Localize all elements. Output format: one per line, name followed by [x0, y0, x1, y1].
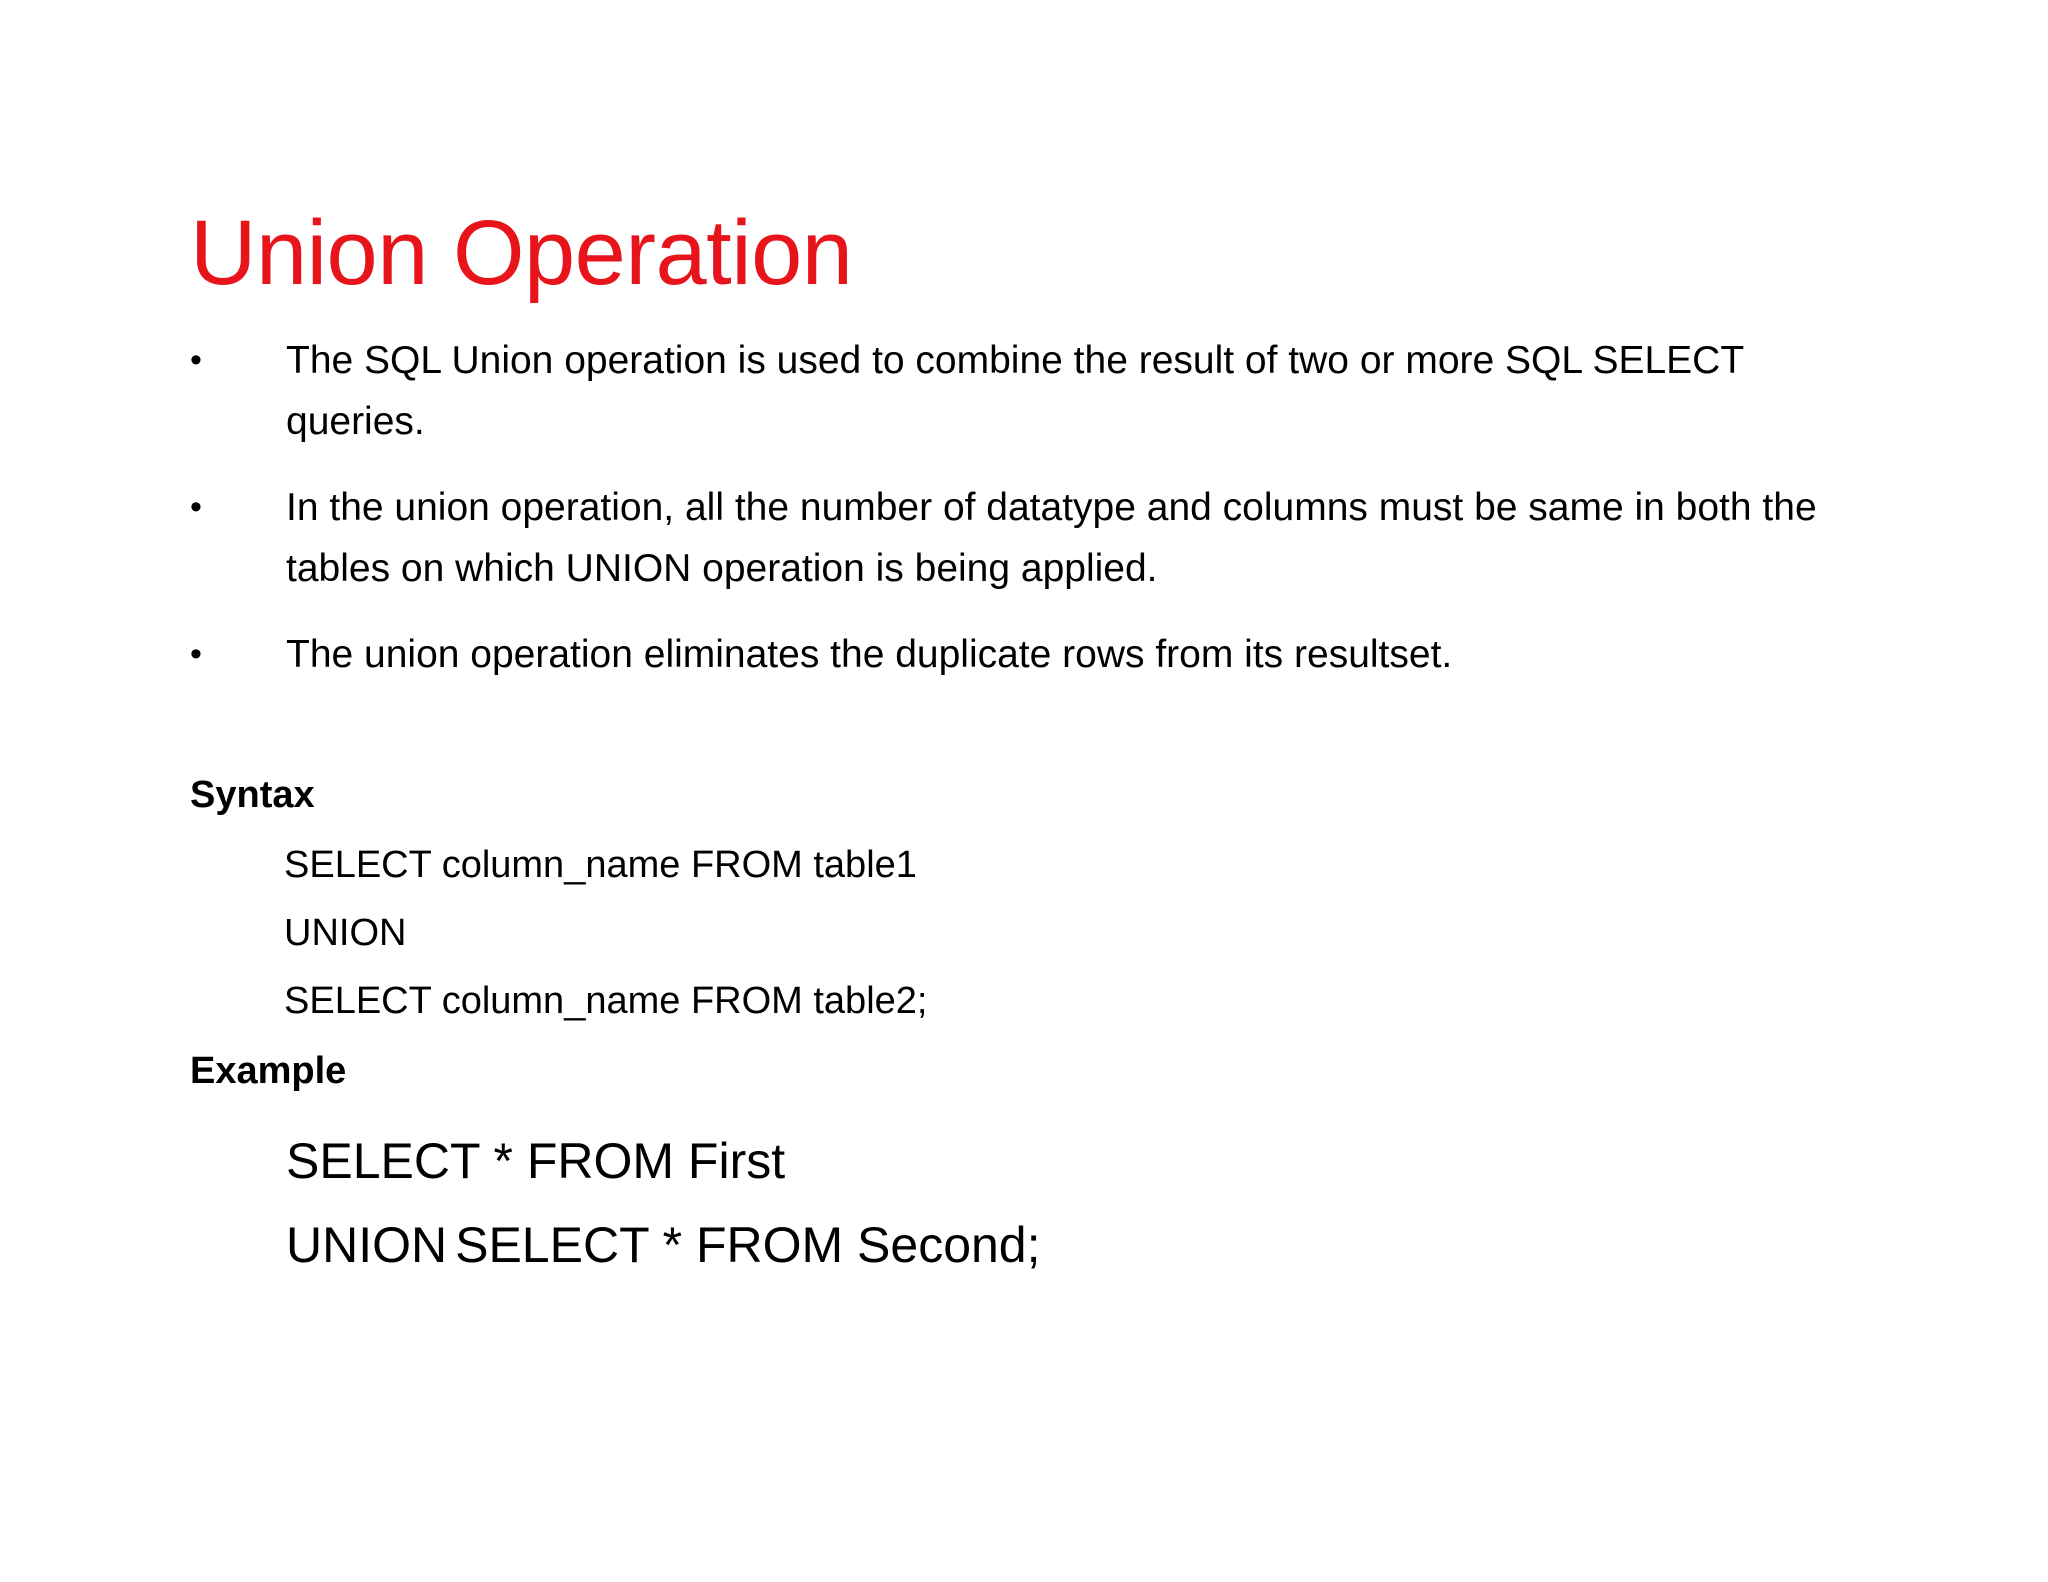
- bullet-list: [190, 330, 1870, 710]
- bullet-dot-icon: •: [190, 341, 202, 379]
- bullet-dot-icon: •: [190, 488, 202, 526]
- bullet-text: The SQL Union operation is used to combine the result of two or more SQL SELECT queries.: [286, 339, 1744, 443]
- syntax-heading: Syntax: [190, 774, 315, 816]
- bullet-item: [190, 330, 1870, 452]
- bullet-item: [190, 477, 1870, 599]
- example-union-keyword: UNION: [286, 1217, 448, 1273]
- bullet-text: In the union operation, all the number of datatype and columns must be same in both the tables on which UNION operation is being applied.: [286, 486, 1817, 590]
- example-select-clause: SELECT * FROM Second;: [455, 1217, 1041, 1273]
- example-line-2: [286, 1214, 1041, 1276]
- example-heading: Example: [190, 1050, 347, 1092]
- bullet-dot-icon: •: [190, 635, 202, 673]
- syntax-line: SELECT column_name FROM table2;: [284, 980, 928, 1022]
- bullet-item: [190, 624, 1870, 685]
- syntax-line: SELECT column_name FROM table1: [284, 844, 917, 886]
- example-line: SELECT * FROM First: [286, 1133, 786, 1189]
- bullet-text: The union operation eliminates the duplicate rows from its resultset.: [286, 633, 1453, 676]
- slide-title: Union Operation: [190, 202, 853, 304]
- syntax-line: UNION: [284, 912, 407, 954]
